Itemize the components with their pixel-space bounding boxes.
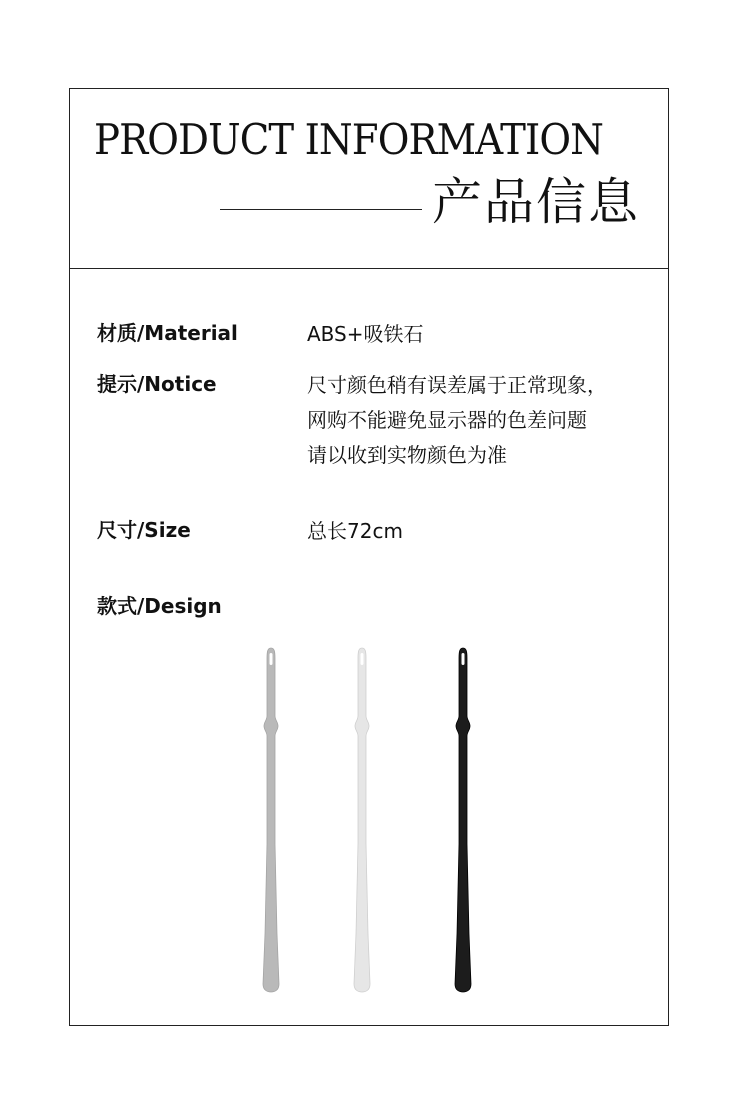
size-value [307,514,403,549]
size-label: 尺寸/Size [97,518,191,542]
notice-line-2: 网购不能避免显示器的色差问题 [307,408,587,432]
material-label: 材质/Material [97,321,238,345]
product-gallery [70,644,670,999]
product-info-card [69,88,669,1026]
material-value-text: ABS+吸铁石 [307,322,424,346]
white-shoehorn-image [349,644,375,994]
black-shoehorn-image [450,644,476,994]
material-value [307,317,424,352]
size-value-text: 总长72cm [307,519,403,543]
notice-value [307,368,607,473]
notice-label: 提示/Notice [97,372,217,396]
gray-shoehorn-image [258,644,284,994]
notice-line-1: 尺寸颜色稍有误差属于正常现象， [307,373,607,397]
design-label: 款式/Design [97,594,222,618]
title-rule [220,209,422,210]
title-english: PRODUCT INFORMATION [94,115,603,164]
title-chinese: 产品信息 [432,173,640,231]
header-divider [70,268,668,269]
notice-line-3: 请以收到实物颜色为准 [307,443,507,467]
